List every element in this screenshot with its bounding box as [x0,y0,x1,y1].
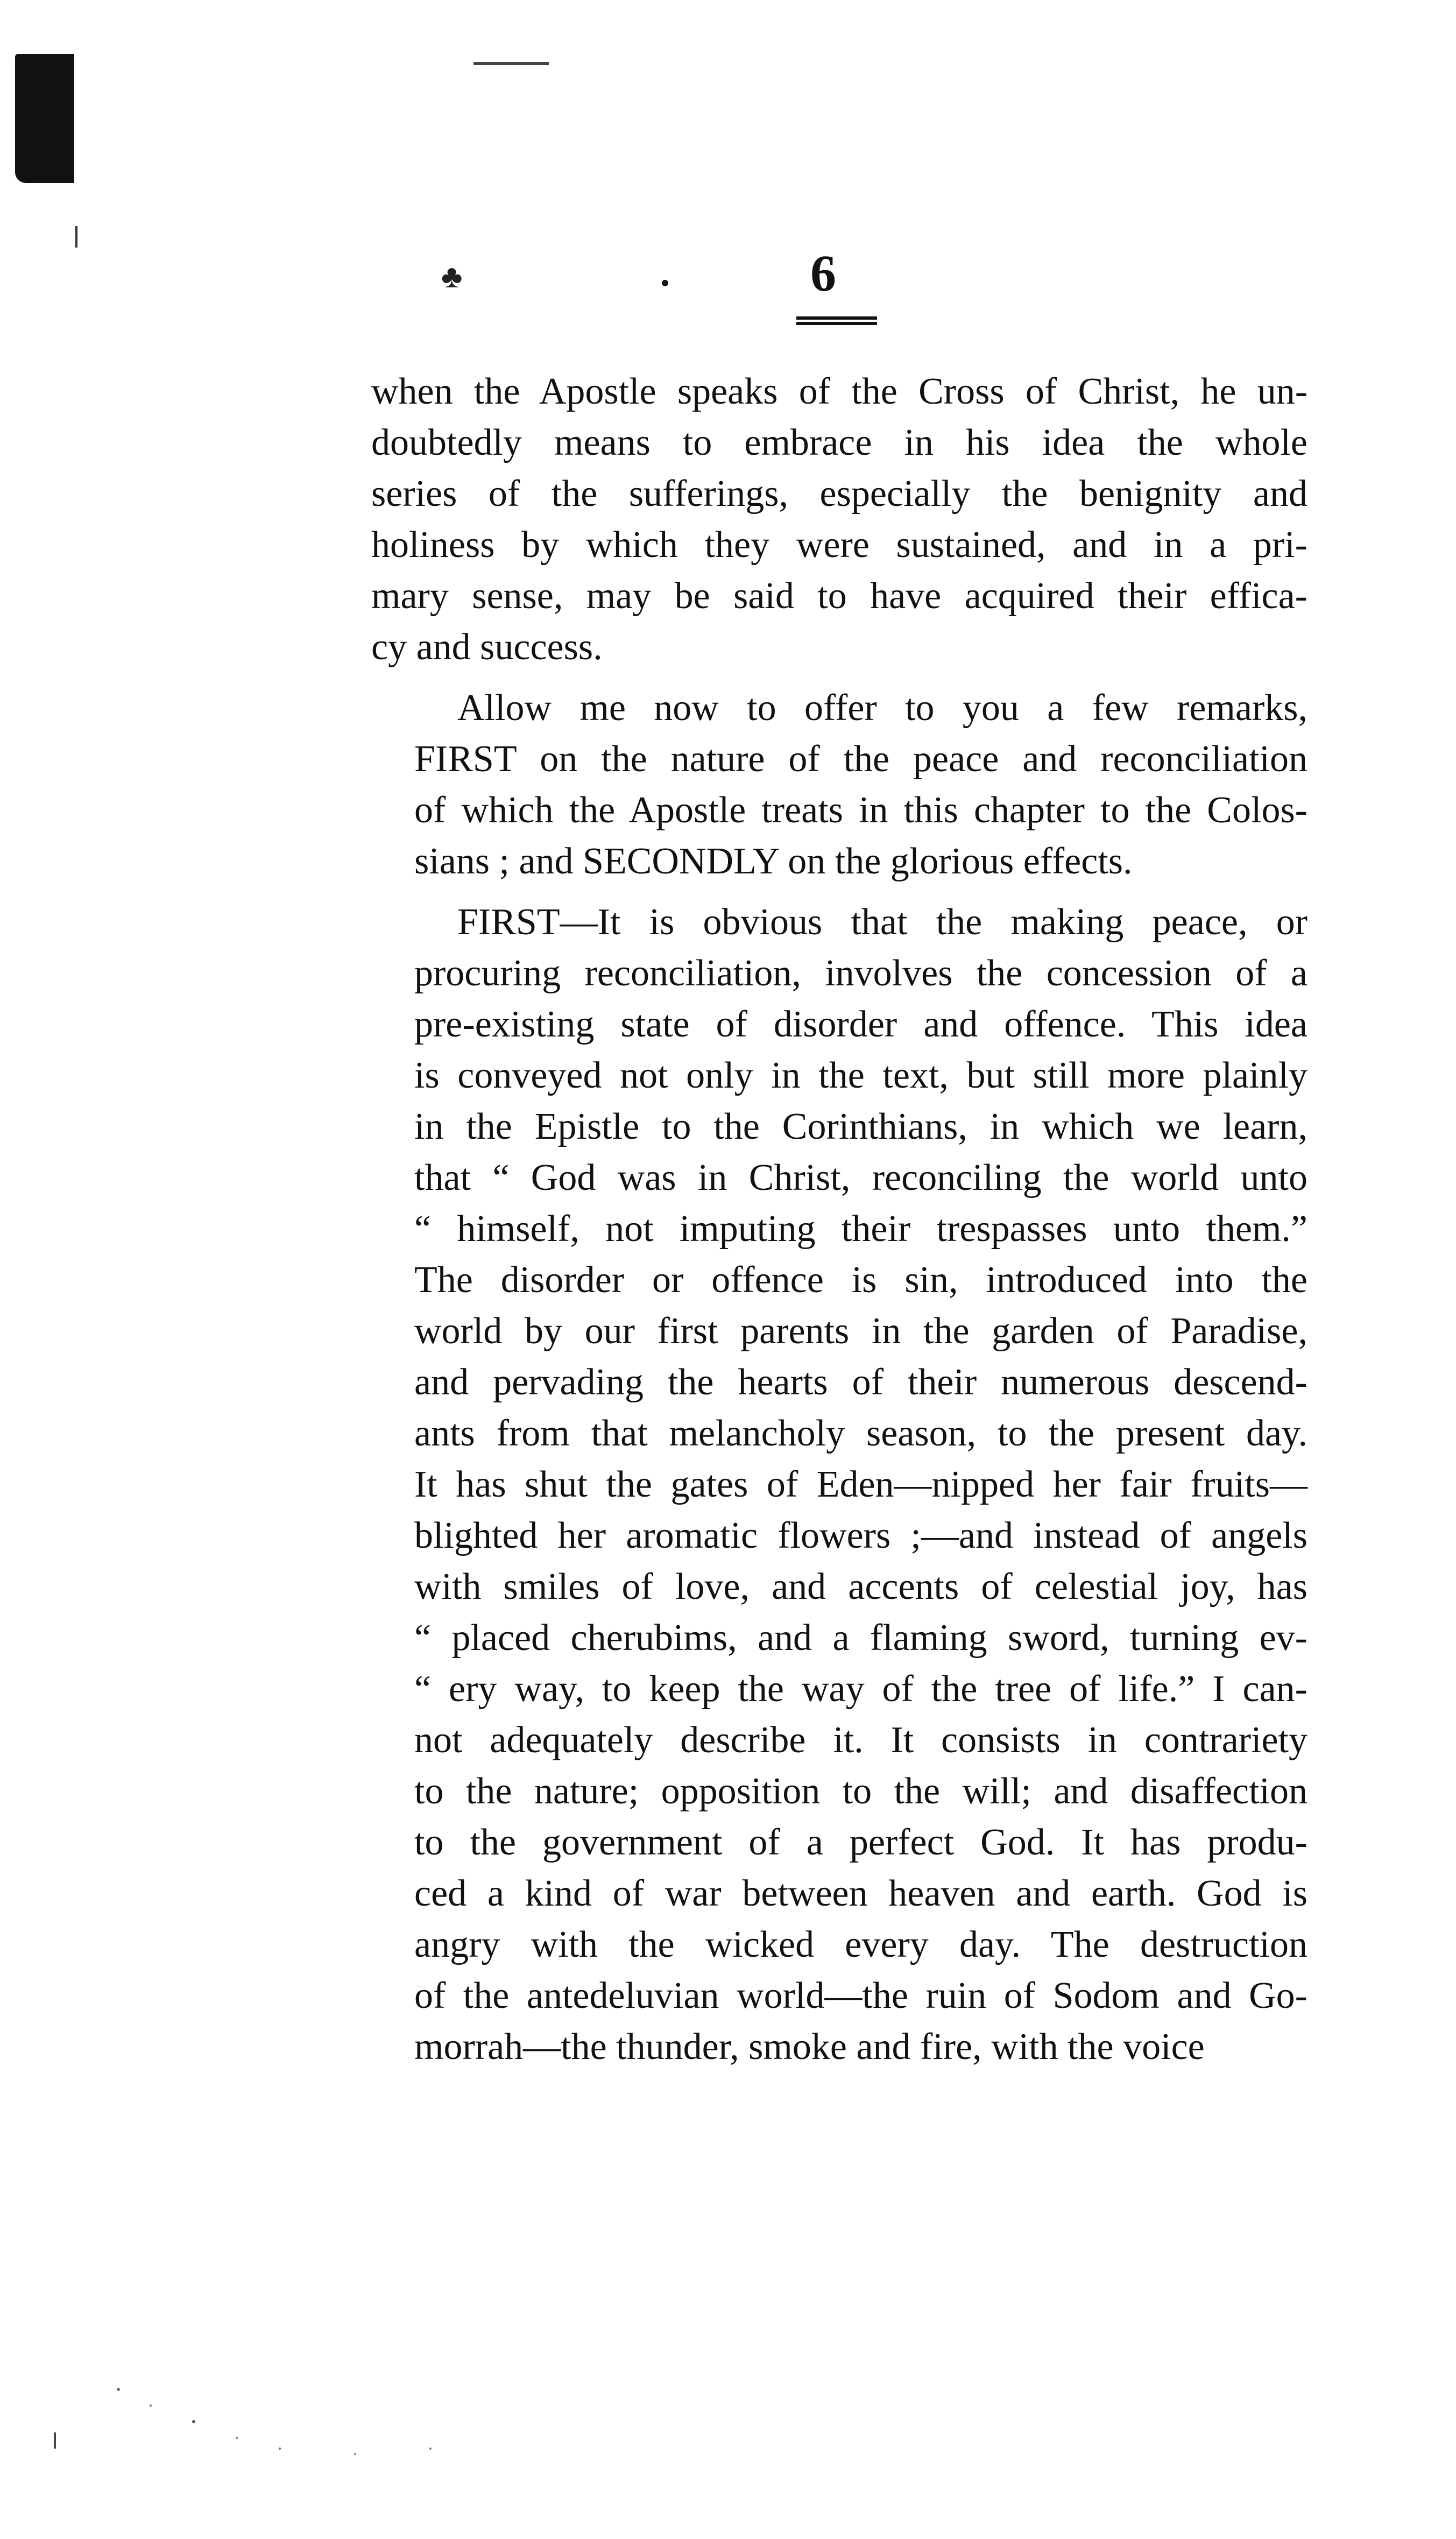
paragraph-3 [371,897,1307,2072]
scan-specks [54,2368,646,2475]
text-line: mary sense, may be said to have acquired their effica- [371,575,1307,617]
top-scan-mark [473,62,549,65]
text-line: that “ God was in Christ, reconciling the world unto [414,1157,1307,1198]
text-line: cy and success. [371,626,603,668]
text-line: FIRST—It is obvious that the making peace, or [457,901,1307,943]
text-line: to the nature; opposition to the will; and disaffection [414,1771,1307,1812]
text-line: procuring reconciliation, involves the concession of a [414,953,1307,994]
text-line: blighted her aromatic flowers ;—and instead of angels [414,1515,1307,1556]
dot-mark [662,280,668,286]
text-line: doubtedly means to embrace in his idea the whole [371,422,1307,463]
text-line: in the Epistle to the Corinthians, in which we learn, [414,1106,1307,1147]
text-line: “ himself, not imputing their trespasses unto them.” [414,1208,1307,1250]
text-line: when the Apostle speaks of the Cross of Christ, he un- [371,371,1307,412]
text-line: ants from that melancholy season, to the present day. [414,1413,1307,1454]
text-line: “ ery way, to keep the way of the tree of life.” I can- [414,1668,1307,1710]
text-line: FIRST on the nature of the peace and reconciliation [414,738,1307,780]
text-line: holiness by which they were sustained, and in a pri- [371,524,1307,566]
margin-tick-mark [75,226,77,248]
body-text [371,366,1307,2082]
text-line: ced a kind of war between heaven and earth. God is [414,1873,1307,1914]
text-line: not adequately describe it. It consists in contrariety [414,1719,1307,1761]
text-line: world by our first parents in the garden of Paradise, [414,1310,1307,1352]
text-line: and pervading the hearts of their numerous descend- [414,1362,1307,1403]
paragraph-1 [371,366,1307,673]
text-line: angry with the wicked every day. The destruction [414,1924,1307,1965]
text-line: of which the Apostle treats in this chapter to the Colos- [414,789,1307,831]
text-line: of the antedeluvian world—the ruin of Sodom and Go- [414,1975,1307,2016]
text-line: sians ; and SECONDLY on the glorious effects. [414,841,1133,882]
page-number: 6 [810,244,836,302]
binding-edge-mark [15,54,74,183]
text-line: to the government of a perfect God. It has produ- [414,1822,1307,1863]
text-line: with smiles of love, and accents of celestial joy, has [414,1566,1307,1607]
page-number-double-rule [796,316,877,325]
paragraph-2 [371,682,1307,887]
text-line: It has shut the gates of Eden—nipped her fair fruits— [414,1464,1307,1505]
text-line: is conveyed not only in the text, but still more plainly [414,1055,1307,1096]
text-line: “ placed cherubims, and a flaming sword, turning ev- [414,1617,1307,1659]
text-line: Allow me now to offer to you a few remarks, [457,687,1307,729]
text-line: The disorder or offence is sin, introduced into the [414,1259,1307,1301]
ornament-icon: ♣ [441,259,463,294]
text-line: morrah—the thunder, smoke and fire, with the voice [414,2026,1205,2068]
text-line: pre-existing state of disorder and offence. This idea [414,1004,1307,1045]
text-line: series of the sufferings, especially the benignity and [371,473,1307,514]
